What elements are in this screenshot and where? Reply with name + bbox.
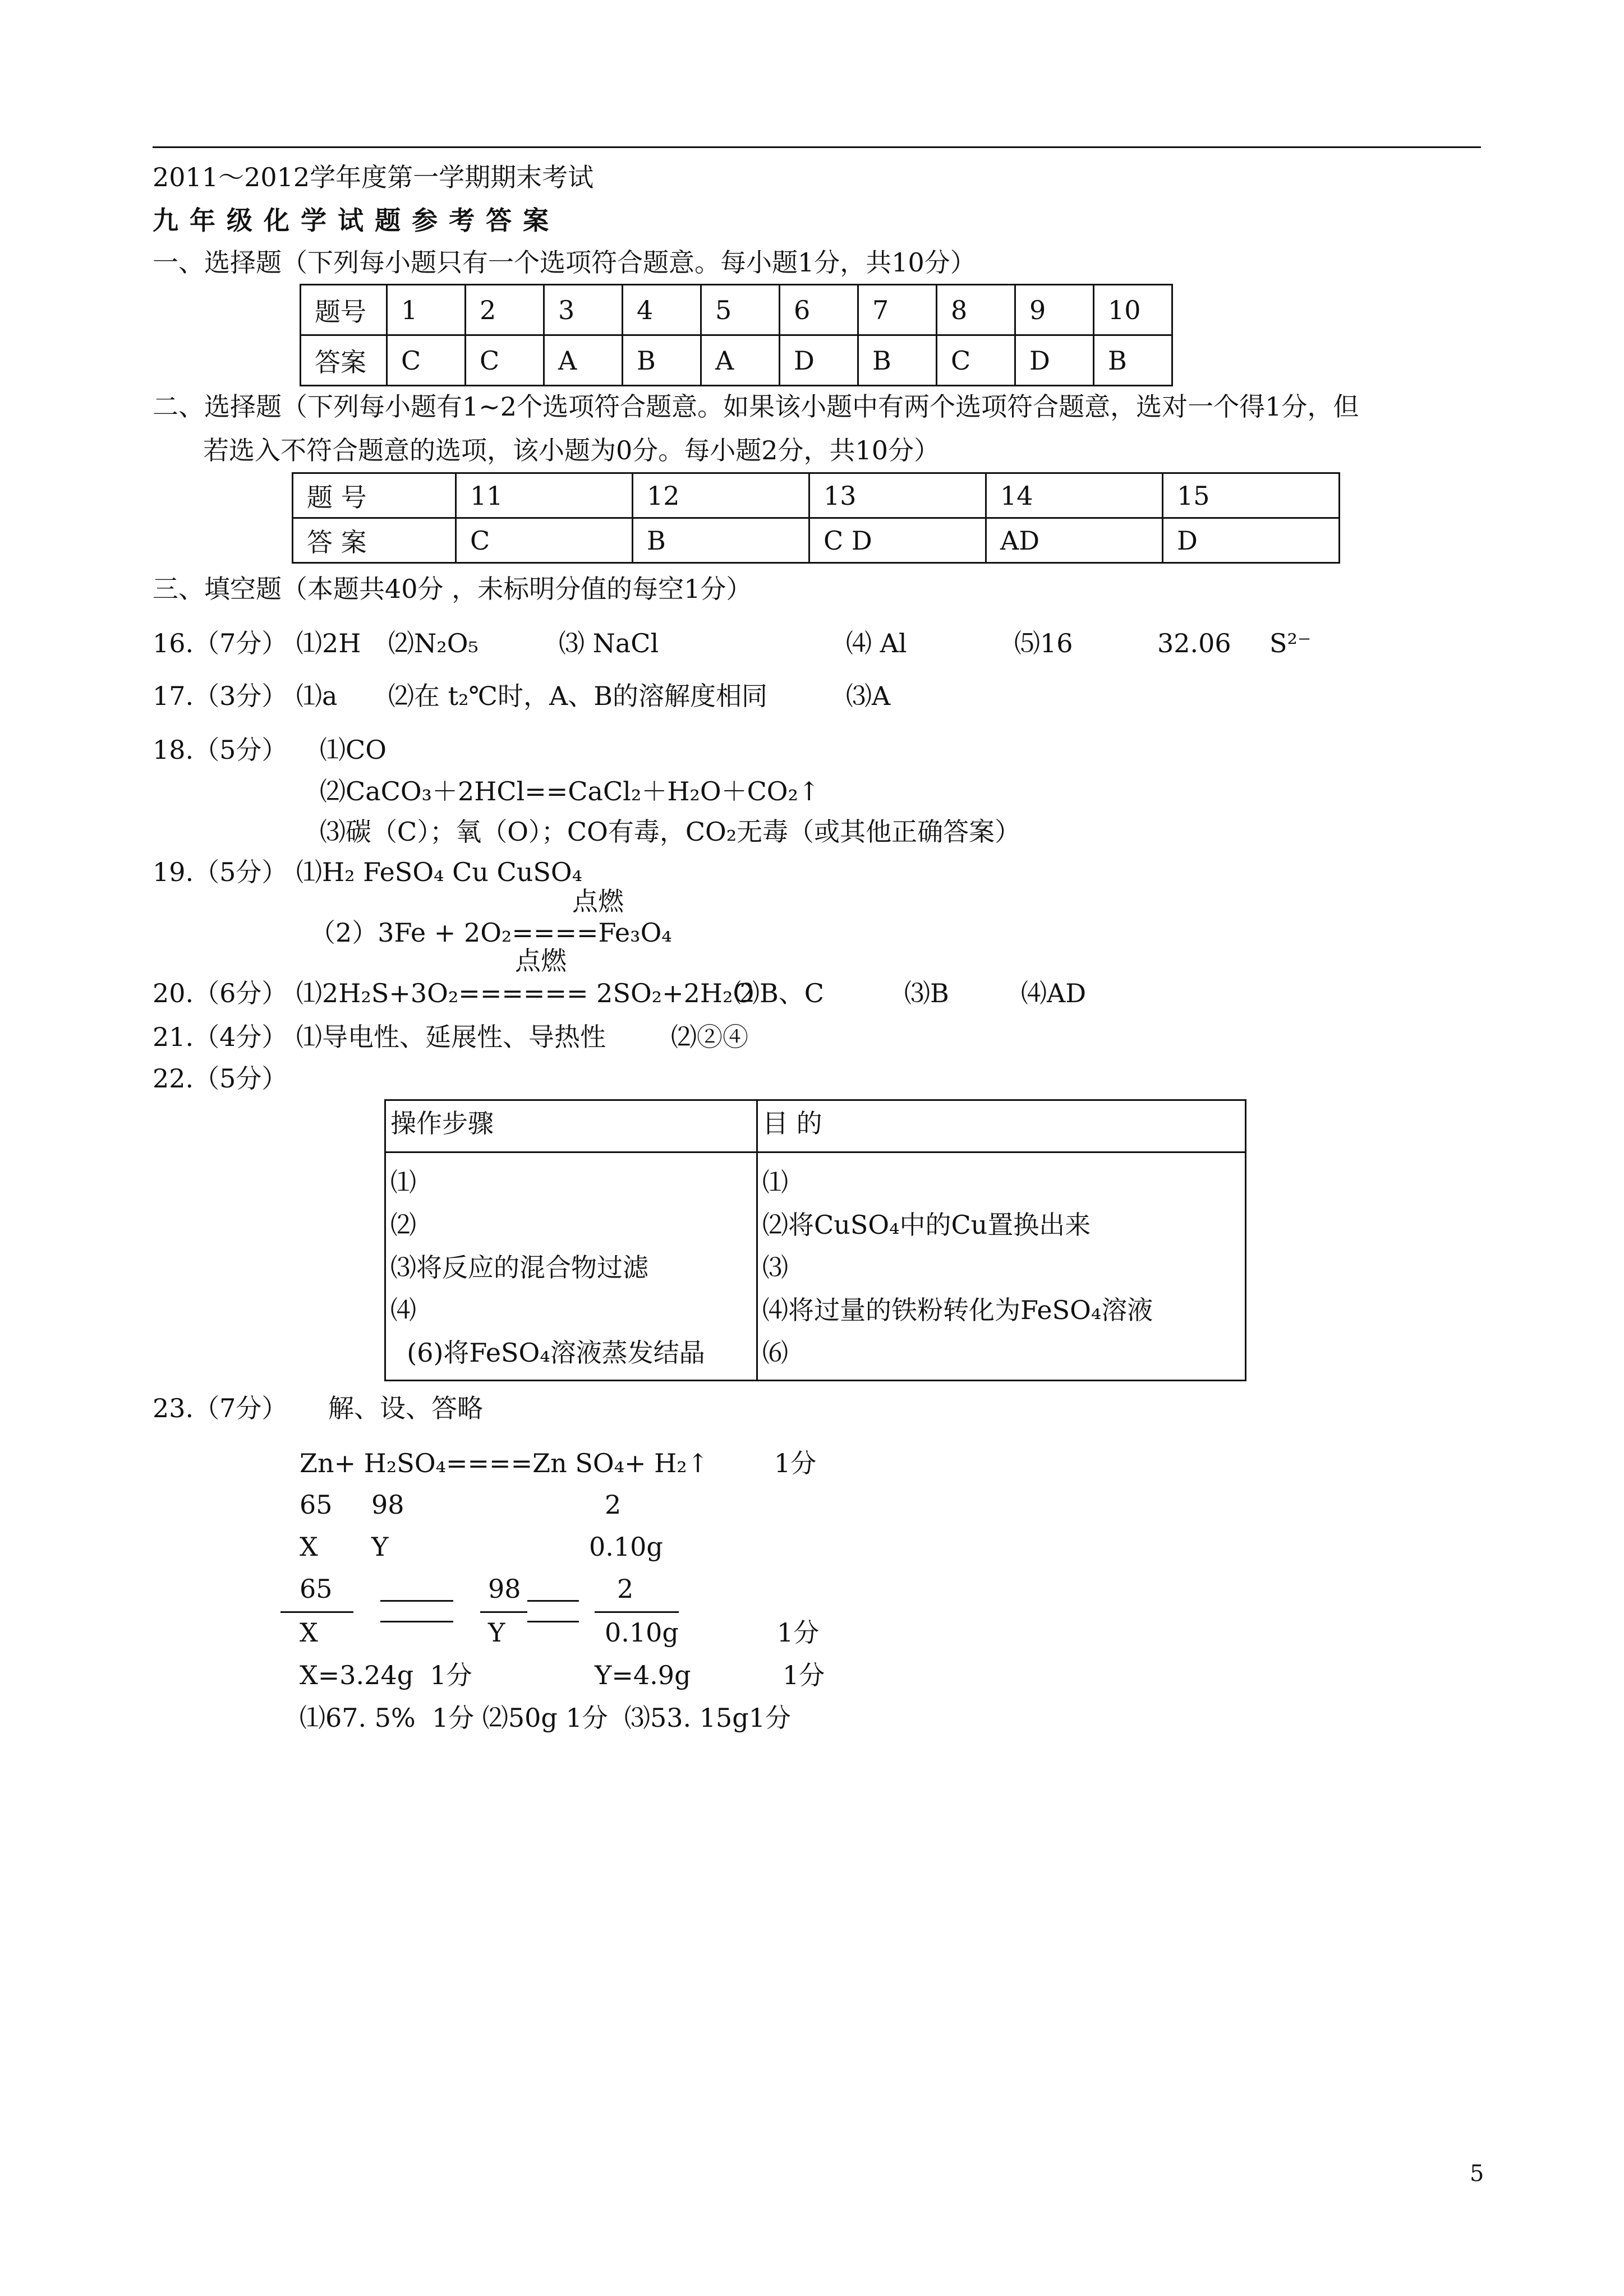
q23-equals-bar-top [380,1600,453,1602]
q17-part1: ⑴a [296,681,338,711]
question-number-cell-8: 8 [937,285,1015,335]
q18-label: 18.（5分） [153,735,288,765]
question-number-cell-10: 10 [1094,285,1172,335]
question-number-cell-4: 4 [623,285,701,335]
q16-part6: 32.06 [1157,628,1231,658]
page-number: 5 [1470,2161,1484,2187]
q20-part4: ⑷AD [1021,978,1087,1008]
q18-part3: ⑶碳（C）；氧（O）；CO有毒，CO₂无毒（或其他正确答案） [320,817,1021,847]
q23-var-x: X [300,1532,318,1562]
header-step: 操作步骤 [385,1100,757,1152]
q22-procedure-table [384,1099,1246,1381]
q23-y-score: 1分 [783,1660,825,1690]
q16-part4: ⑷ Al [846,628,907,658]
answer-cell-2: C [466,335,544,386]
step-6: (6)将FeSO₄溶液蒸发结晶 [390,1338,705,1368]
section2-title-line1: 二、选择题（下列每小题有1~2个选项符合题意。如果该小题中有两个选项符合题意，选对一个得1分，但 [153,391,1359,422]
q22-label: 22.（5分） [153,1063,288,1094]
q23-mass-zn: 65 [300,1490,333,1520]
q23-x-result: X=3.24g 1分 [300,1660,472,1690]
question-number-cell-2: 12 [633,473,809,518]
q23-frac1-den: X [300,1617,318,1648]
q23-equation: Zn+ H₂SO₄====Zn SO₄+ H₂↑ [300,1448,709,1478]
q19-label: 19.（5分） [153,857,288,887]
q23-var-h2: 0.10g [589,1532,663,1562]
q17-part3: ⑶A [846,681,891,711]
q23-var-y: Y [371,1532,389,1562]
section2-answer-table [292,472,1340,564]
q21-label: 21.（4分） [153,1022,288,1052]
q23-frac3-num: 2 [617,1574,634,1604]
step-4: ⑷ [390,1295,416,1325]
doc-title-line1: 2011～2012学年度第一学期期末考试 [153,162,594,192]
doc-title-line2: 九 年 级 化 学 试 题 参 考 答 案 [153,205,550,236]
question-number-cell-3: 3 [544,285,623,335]
q20-label: 20.（6分） [153,978,288,1008]
answer-cell-10: B [1094,335,1172,386]
purpose-2: ⑵将CuSO₄中的Cu置换出来 [762,1210,1091,1240]
q23-fraction-score: 1分 [777,1617,820,1648]
q17-part2: ⑵在 t₂℃时，A、B的溶解度相同 [388,681,768,711]
q16-part1: ⑴2H [296,628,361,658]
answer-cell-8: C [937,335,1015,386]
q19-part1: ⑴H₂ FeSO₄ Cu CuSO₄ [296,857,583,887]
q23-frac1-bar [280,1611,353,1613]
q21-part2: ⑵②④ [671,1022,748,1052]
answer-cell-1: C [387,335,466,386]
q16-label: 16.（7分） [153,628,288,658]
q19-condition: 点燃 [572,886,624,916]
question-number-cell-2: 2 [466,285,544,335]
question-number-cell-1: 11 [456,473,633,518]
q23-frac2-num: 98 [488,1574,521,1604]
section2-title-line2: 若选入不符合题意的选项，该小题为0分。每小题2分，共10分） [203,435,940,465]
q19-part2: （2）3Fe + 2O₂====Fe₃O₄ [310,918,672,948]
q16-part3: ⑶ NaCl [559,628,659,658]
row-label-answer: 答 案 [293,518,456,563]
q23-equals2-bar-top [527,1600,579,1602]
answer-cell-7: B [858,335,937,386]
section1-answer-table [300,284,1173,386]
q23-final-answers: ⑴67. 5% 1分 ⑵50g 1分 ⑶53. 15g1分 [300,1703,792,1733]
purpose-3: ⑶ [762,1252,788,1283]
q23-frac1-num: 65 [300,1574,333,1604]
q20-part1: ⑴2H₂S+3O₂====== 2SO₂+2H₂O [296,978,755,1008]
row-label-question: 题 号 [293,473,456,518]
question-number-cell-5: 5 [701,285,780,335]
q18-part1: ⑴CO [320,735,387,765]
purpose-6: ⑹ [762,1338,788,1368]
answer-cell-5: A [701,335,780,386]
purpose-1: ⑴ [762,1167,788,1197]
q23-frac3-bar [595,1611,679,1613]
step-3: ⑶将反应的混合物过滤 [390,1252,648,1283]
question-number-cell-9: 9 [1015,285,1094,335]
purpose-4: ⑷将过量的铁粉转化为FeSO₄溶液 [762,1295,1153,1325]
q23-frac2-den: Y [488,1617,505,1648]
q20-part3: ⑶B [904,978,949,1008]
question-number-cell-4: 14 [986,473,1163,518]
q23-equation-score: 1分 [774,1448,817,1478]
purposes-cell [757,1152,1246,1381]
q23-label: 23.（7分） [153,1393,288,1423]
answer-cell-2: B [633,518,809,563]
question-number-cell-7: 7 [858,285,937,335]
row-label-question: 题号 [301,285,387,335]
q23-frac2-bar [480,1611,527,1613]
q23-frac3-den: 0.10g [605,1617,679,1648]
answer-cell-3: A [544,335,623,386]
q16-part7: S²⁻ [1269,628,1312,658]
answer-cell-9: D [1015,335,1094,386]
answer-cell-4: AD [986,518,1163,563]
q23-mass-h2so4: 98 [371,1490,404,1520]
header-purpose: 目 的 [757,1100,1246,1152]
answer-cell-3: C D [809,518,986,563]
q23-note: 解、设、答略 [328,1393,483,1423]
section1-title: 一、选择题（下列每小题只有一个选项符合题意。每小题1分，共10分） [153,247,976,278]
question-number-cell-6: 6 [780,285,858,335]
q18-part2: ⑵CaCO₃＋2HCl==CaCl₂＋H₂O＋CO₂↑ [320,776,820,806]
q23-y-result: Y=4.9g [595,1660,691,1690]
top-rule [153,146,1481,148]
answer-cell-5: D [1163,518,1340,563]
answer-cell-1: C [456,518,633,563]
question-number-cell-1: 1 [387,285,466,335]
q23-equals-bar-bottom [380,1621,453,1622]
answer-cell-4: B [623,335,701,386]
section3-title: 三、填空题（本题共40分 ，未标明分值的每空1分） [153,574,752,604]
q23-equals2-bar-bottom [527,1621,579,1622]
q23-mass-h2: 2 [605,1490,622,1520]
question-number-cell-5: 15 [1163,473,1340,518]
q16-part2: ⑵N₂O₅ [388,628,479,658]
step-2: ⑵ [390,1210,416,1240]
answer-cell-6: D [780,335,858,386]
step-1: ⑴ [390,1167,416,1197]
steps-cell [385,1152,757,1381]
q20-part2: ⑵B、C [734,978,824,1008]
q17-label: 17.（3分） [153,681,288,711]
row-label-answer: 答案 [301,335,387,386]
q20-condition: 点燃 [515,946,567,976]
q21-part1: ⑴导电性、延展性、导热性 [296,1022,606,1052]
q16-part5: ⑸16 [1014,628,1073,658]
question-number-cell-3: 13 [809,473,986,518]
